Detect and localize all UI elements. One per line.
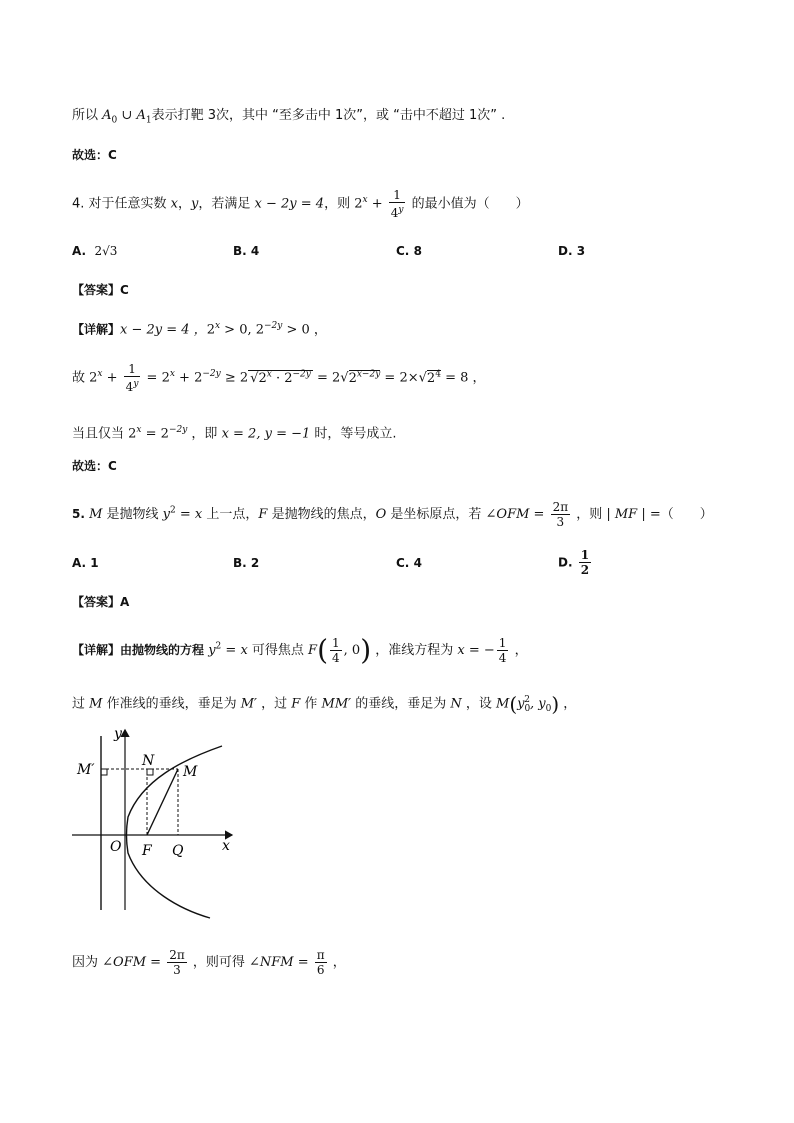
text-line-conclusion: 所以 $A_0$ ∪ $A_1$表示打靶 3次，其中 “至多击中 1次”，或 “击中不超过 1次” . [72,108,506,126]
option-a: A. 1 [72,556,99,570]
detail-line-1: 【详解】由抛物线的方程 $y^2 = x$ 可得焦点 F( $\frac{1}{4}$ , 0) ，准线方程为 x = − $\frac{1}{4}$ ， [72,633,528,667]
parabola-figure [72,722,242,922]
label-n: N [142,753,155,769]
option-c: C. 8 [396,244,422,258]
question-5: 5. M 是抛物线 $y^2 = x$ 上一点，F 是抛物线的焦点，O 是坐标原点，若 ∠OFM = $\frac{2\pi}{3}$ ，则 | MF | =（ ） [72,500,713,529]
fraction: $\frac{1}{4^y}$ [390,188,404,220]
answer-label: 【答案】C [72,283,129,297]
option-d: D. 3 [558,244,586,258]
label-q: Q [172,843,184,859]
detail-line-3: 因为 ∠OFM = $\frac{2\pi}{3}$ ，则可得 ∠NFM = $\frac{\pi}{6}$ ， [72,948,346,977]
right-angle-mark [147,769,153,775]
label-m: M [183,764,198,780]
label-m-prime: M′ [77,762,95,778]
answer-label: 【答案】A [72,595,130,609]
option-b: B. 2 [233,556,260,570]
fraction: $\frac{\pi}{6}$ [316,948,325,977]
label-o: O [110,839,122,855]
label-y: y [114,726,122,742]
parabola-curve [127,746,223,918]
detail-line-2: 过 M 作准线的垂线，垂足为 M′ ，过 F 作 MM′ 的垂线，垂足为 N ，设 $M(y_0^2$, $y_0$) ， [72,691,577,716]
option-a: A. 2√3 [72,244,118,258]
fraction: $\frac{1}{2}$ [580,548,590,577]
fraction: $\frac{1}{4}$ [498,636,507,665]
option-b: B. 4 [233,244,260,258]
option-d: D. $\frac{1}{2}$ [558,548,590,577]
fraction: $\frac{2\pi}{3}$ [552,500,569,529]
label-x: x [222,838,230,854]
option-c: C. 4 [396,556,422,570]
segment-fm [147,769,178,835]
detail-line-1: 【详解】x − 2y = 4 ，$2^x > 0$, $2^{-2y} > 0$ ， [72,321,327,338]
detail-line-2: 故 $2^x$ + $\frac{1}{4^y}$ = $2^x + 2^{-2y} \ge 2$ $√2^x \cdot 2^{-2y} = 2√2^{x-2y} = 2\times√2^4 = 8$ ， [72,362,486,394]
answer-selection: 故选：C [72,148,117,162]
right-angle-mark [101,769,107,775]
fraction: $\frac{1}{4^y}$ [125,362,139,394]
fraction: $\frac{1}{4}$ [332,636,340,665]
question-4: 4. 对于任意实数 x，y，若满足 x − 2y = 4，则 $2^x$ + $\frac{1}{4^y}$ 的最小值为（ ） [72,188,529,220]
detail-line-3: 当且仅当 $2^x = 2^{-2y}$ ，即 x = 2, y = −1 时，等号成立. [72,425,397,442]
fraction: $\frac{2\pi}{3}$ [169,948,185,977]
answer-selection: 故选：C [72,459,117,473]
label-f: F [142,843,152,859]
